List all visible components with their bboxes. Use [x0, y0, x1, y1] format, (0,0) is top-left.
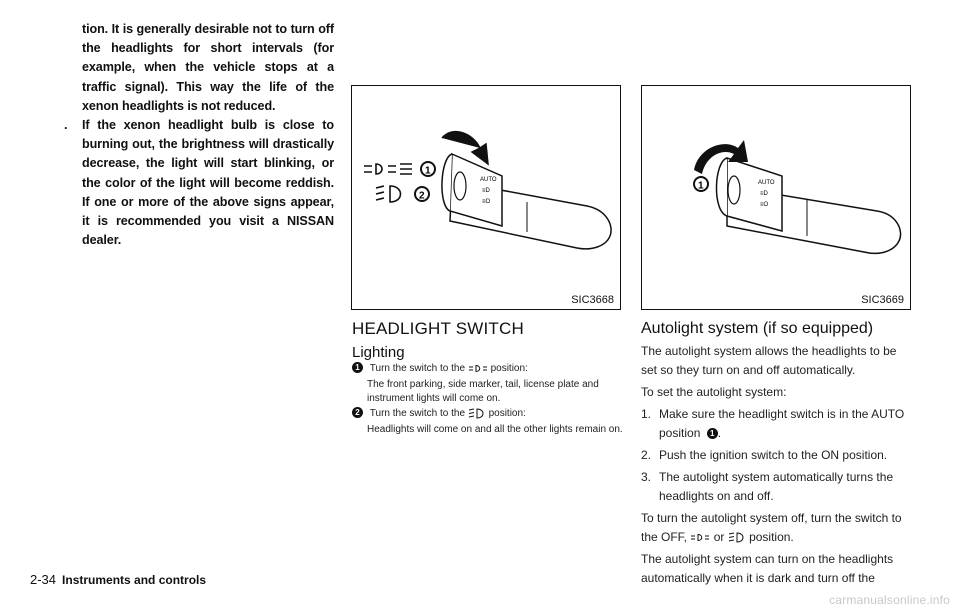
page-footer: [30, 572, 206, 587]
callout-1-label: 1: [698, 180, 704, 192]
autolight-off-instruction: [641, 509, 913, 547]
callout-2-label: 2: [419, 190, 425, 202]
item-detail: The front parking, side marker, tail, license plate and instrument lights will come on.: [367, 379, 599, 404]
svg-text:AUTO: AUTO: [758, 180, 775, 186]
warning-text-column: [62, 20, 334, 250]
warning-bullet-text: If the xenon headlight bulb is close to burning out, the brightness will drastically decrease, the light will start blinking, or the color of the light will become reddish. If one or more of the above signs appear, it is recommended you visit a NISSAN dealer.: [82, 118, 334, 248]
step-text: Push the ignition switch to the ON position.: [659, 448, 888, 462]
figure-code: SIC3669: [861, 294, 904, 306]
bullet-mark: .: [64, 118, 68, 133]
svg-text:≡O: ≡O: [760, 202, 769, 208]
callout-marker: 2: [352, 407, 363, 418]
autolight-step-2: [641, 446, 913, 465]
autolight-heading: Autolight system (if so equipped): [641, 320, 874, 337]
page-number: 2-34: [30, 572, 57, 587]
autolight-intro: The autolight system allows the headlights to be set so they turn on and off automatically.: [641, 344, 897, 377]
autolight-step-3: [641, 468, 913, 506]
autolight-body: [641, 342, 913, 588]
step-text: The autolight system automatically turns the headlights on and off.: [659, 470, 894, 503]
figure-code: SIC3668: [571, 294, 614, 306]
parking-light-icon: [364, 164, 412, 174]
lighting-item-1: [352, 362, 624, 406]
headlight-icon: [376, 186, 401, 202]
step-text: Make sure the headlight switch is in the AUTO position: [659, 407, 905, 440]
parking-light-icon: [690, 533, 710, 542]
step-number: 1.: [641, 407, 652, 421]
item-instruction-end: position:: [488, 408, 526, 419]
item-instruction: Turn the switch to the: [369, 363, 466, 374]
parking-light-icon: [468, 364, 488, 373]
callout-1: [694, 177, 708, 192]
step-end: .: [717, 426, 722, 440]
autolight-switch-illustration: [642, 86, 909, 308]
callout-2: [415, 187, 429, 202]
off-post: position.: [749, 530, 794, 544]
warning-continuation: tion. It is generally desirable not to turn off the headlights for short intervals (for example, when the vehicle stops at a traffic signal). This way the life of the xenon headlights is not reduced.: [82, 22, 334, 113]
autolight-switch-figure: [641, 85, 911, 310]
item-instruction-end: position:: [490, 363, 528, 374]
headlight-icon: [468, 408, 486, 419]
off-text: To turn the autolight system off, turn the switch to the OFF,: [641, 511, 902, 544]
off-or: or: [713, 530, 725, 544]
headlight-switch-illustration: [352, 86, 619, 308]
autolight-step-1: [641, 405, 913, 443]
subsection-heading: Lighting: [352, 344, 405, 361]
item-instruction: Turn the switch to the: [369, 408, 466, 419]
step-number: 3.: [641, 470, 652, 484]
callout-marker: 1: [707, 428, 718, 439]
callout-1-label: 1: [425, 165, 431, 177]
autolight-last: The autolight system can turn on the headlights automatically when it is dark and turn off the: [641, 552, 894, 585]
headlight-switch-figure: [351, 85, 621, 310]
svg-text:≡O: ≡O: [482, 199, 491, 205]
item-detail: Headlights will come on and all the other lights remain on.: [367, 424, 623, 435]
lighting-item-2: [352, 407, 624, 437]
svg-text:≡D: ≡D: [482, 188, 490, 194]
headlight-icon: [728, 532, 746, 543]
autolight-to-set: To set the autolight system:: [641, 385, 787, 399]
svg-text:AUTO: AUTO: [480, 177, 497, 183]
callout-marker: 1: [352, 362, 363, 373]
section-heading: HEADLIGHT SWITCH: [352, 319, 524, 338]
callout-1: [421, 162, 435, 177]
svg-text:≡D: ≡D: [760, 191, 768, 197]
step-number: 2.: [641, 448, 652, 462]
warning-bullet: [62, 116, 334, 250]
footer-section: Instruments and controls: [62, 573, 207, 587]
watermark: carmanualsonline.info: [829, 593, 950, 607]
